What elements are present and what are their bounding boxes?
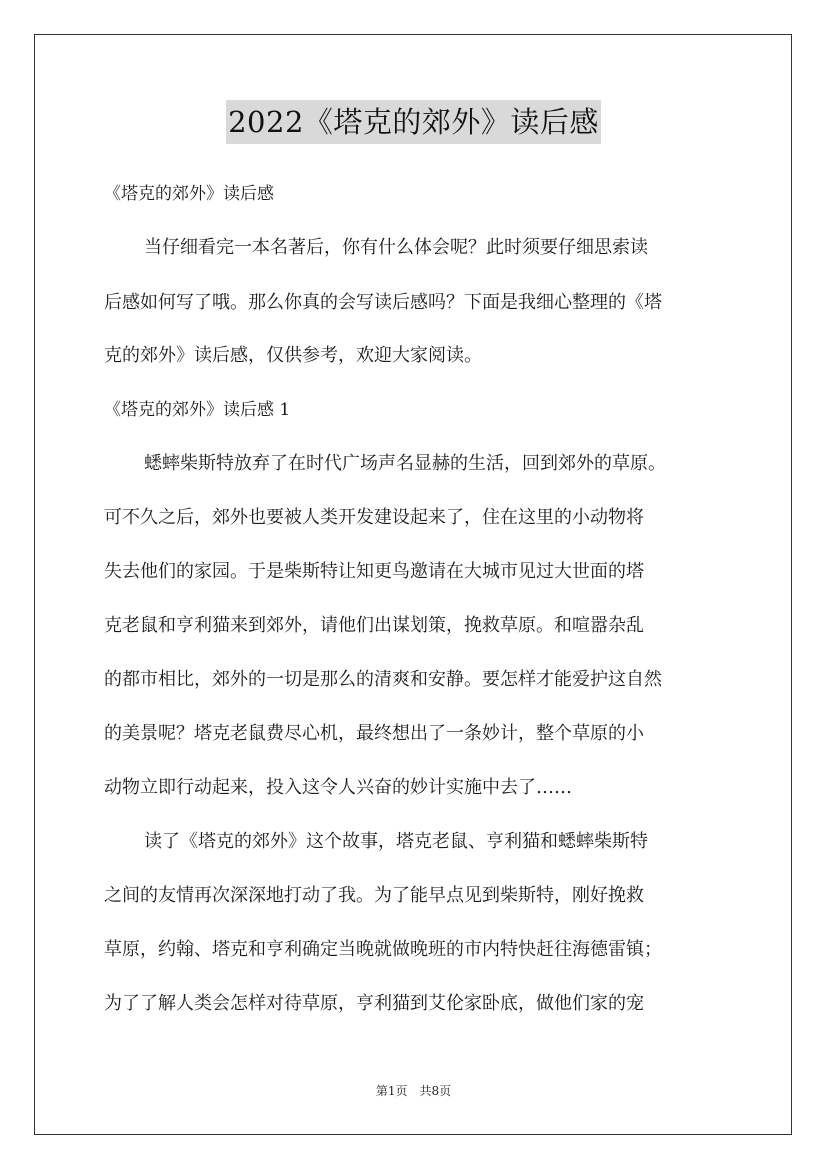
paragraph-line: 动物立即行动起来，投入这令人兴奋的妙计实施中去了…… xyxy=(104,777,572,798)
paragraph-line: 之间的友情再次深深地打动了我。为了能早点见到柴斯特，刚好挽救 xyxy=(104,885,644,906)
section-heading: 《塔克的郊外》读后感 1 xyxy=(104,400,291,420)
paragraph-line: 为了了解人类会怎样对待草原，亨利猫到艾伦家卧底，做他们家的宠 xyxy=(104,993,644,1014)
paragraph-line: 克老鼠和亨利猫来到郊外，请他们出谋划策，挽救草原。和喧嚣杂乱 xyxy=(104,615,644,636)
intro-line: 克的郊外》读后感，仅供参考，欢迎大家阅读。 xyxy=(104,345,482,366)
paragraph-line: 失去他们的家园。于是柴斯特让知更鸟邀请在大城市见过大世面的塔 xyxy=(104,561,644,582)
title-container xyxy=(0,100,827,144)
paragraph-line: 的都市相比，郊外的一切是那么的清爽和安静。要怎样才能爱护这自然 xyxy=(104,669,662,690)
paragraph-line: 草原，约翰、塔克和亨利确定当晚就做晚班的市内特快赶往海德雷镇； xyxy=(104,939,662,960)
paragraph-line: 可不久之后，郊外也要被人类开发建设起来了，住在这里的小动物将 xyxy=(104,507,644,528)
intro-line: 当仔细看完一本名著后，你有什么体会呢？此时须要仔细思索读 xyxy=(144,237,648,258)
intro-line: 后感如何写了哦。那么你真的会写读后感吗？下面是我细心整理的《塔 xyxy=(104,292,662,313)
paragraph-line: 读了《塔克的郊外》这个故事，塔克老鼠、亨利猫和蟋蟀柴斯特 xyxy=(144,831,648,852)
section-heading: 《塔克的郊外》读后感 xyxy=(104,184,274,204)
document-title: 2022《塔克的郊外》读后感 xyxy=(226,100,601,144)
page-footer: 第1页 共8页 xyxy=(375,1084,452,1098)
paragraph-line: 的美景呢？塔克老鼠费尽心机，最终想出了一条妙计，整个草原的小 xyxy=(104,723,644,744)
paragraph-line: 蟋蟀柴斯特放弃了在时代广场声名显赫的生活，回到郊外的草原。 xyxy=(144,453,666,474)
